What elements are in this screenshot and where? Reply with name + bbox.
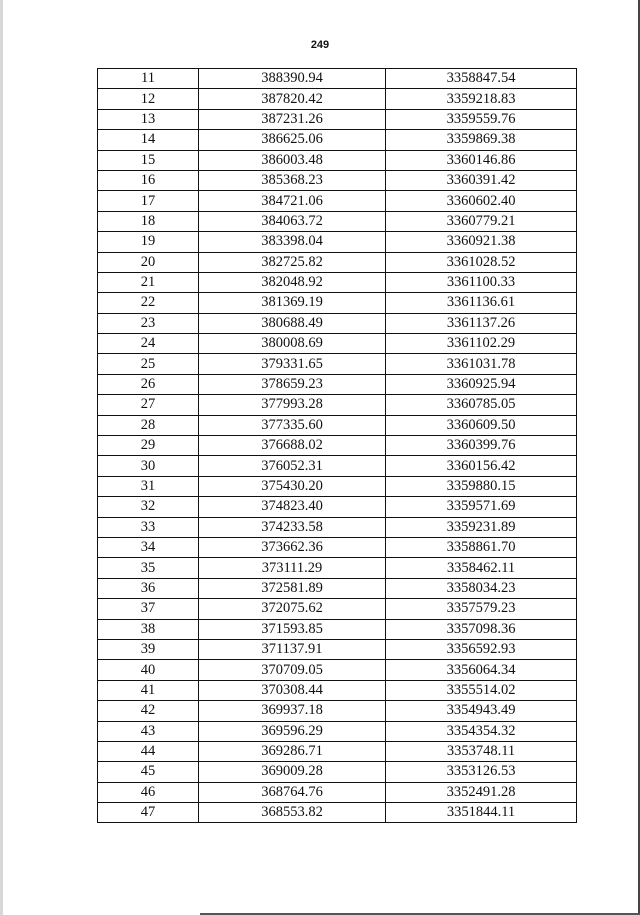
point-number-cell: 19 — [98, 232, 199, 252]
point-number-cell: 20 — [98, 252, 199, 272]
table-row — [98, 89, 577, 109]
point-number-cell: 42 — [98, 701, 199, 721]
y-coordinate-cell: 3360156.42 — [386, 456, 577, 476]
point-number-cell: 22 — [98, 293, 199, 313]
y-coordinate-cell: 3360779.21 — [386, 211, 577, 231]
point-number-cell: 17 — [98, 191, 199, 211]
point-number-cell: 40 — [98, 660, 199, 680]
table-row — [98, 252, 577, 272]
x-coordinate-cell: 380688.49 — [199, 313, 386, 333]
table-row — [98, 109, 577, 129]
y-coordinate-cell: 3361102.29 — [386, 334, 577, 354]
y-coordinate-cell: 3354354.32 — [386, 721, 577, 741]
y-coordinate-cell: 3358847.54 — [386, 69, 577, 89]
point-number-cell: 15 — [98, 150, 199, 170]
table-row — [98, 721, 577, 741]
table-row — [98, 436, 577, 456]
table-row — [98, 130, 577, 150]
x-coordinate-cell: 377335.60 — [199, 415, 386, 435]
y-coordinate-cell: 3359869.38 — [386, 130, 577, 150]
point-number-cell: 16 — [98, 170, 199, 190]
x-coordinate-cell: 382048.92 — [199, 272, 386, 292]
y-coordinate-cell: 3360602.40 — [386, 191, 577, 211]
x-coordinate-cell: 382725.82 — [199, 252, 386, 272]
y-coordinate-cell: 3357098.36 — [386, 619, 577, 639]
table-row — [98, 680, 577, 700]
x-coordinate-cell: 380008.69 — [199, 334, 386, 354]
point-number-cell: 14 — [98, 130, 199, 150]
x-coordinate-cell: 387231.26 — [199, 109, 386, 129]
y-coordinate-cell: 3352491.28 — [386, 782, 577, 802]
point-number-cell: 30 — [98, 456, 199, 476]
x-coordinate-cell: 383398.04 — [199, 232, 386, 252]
y-coordinate-cell: 3360391.42 — [386, 170, 577, 190]
table-row — [98, 599, 577, 619]
x-coordinate-cell: 384063.72 — [199, 211, 386, 231]
y-coordinate-cell: 3360921.38 — [386, 232, 577, 252]
x-coordinate-cell: 369286.71 — [199, 741, 386, 761]
x-coordinate-cell: 378659.23 — [199, 374, 386, 394]
point-number-cell: 13 — [98, 109, 199, 129]
x-coordinate-cell: 376052.31 — [199, 456, 386, 476]
table-row — [98, 660, 577, 680]
point-number-cell: 43 — [98, 721, 199, 741]
point-number-cell: 37 — [98, 599, 199, 619]
x-coordinate-cell: 379331.65 — [199, 354, 386, 374]
point-number-cell: 26 — [98, 374, 199, 394]
y-coordinate-cell: 3351844.11 — [386, 803, 577, 823]
point-number-cell: 47 — [98, 803, 199, 823]
table-row — [98, 313, 577, 333]
table-row — [98, 701, 577, 721]
x-coordinate-cell: 385368.23 — [199, 170, 386, 190]
point-number-cell: 34 — [98, 537, 199, 557]
table-row — [98, 803, 577, 823]
y-coordinate-cell: 3359231.89 — [386, 517, 577, 537]
y-coordinate-cell: 3359559.76 — [386, 109, 577, 129]
x-coordinate-cell: 386625.06 — [199, 130, 386, 150]
x-coordinate-cell: 375430.20 — [199, 476, 386, 496]
point-number-cell: 45 — [98, 762, 199, 782]
y-coordinate-cell: 3360609.50 — [386, 415, 577, 435]
table-row — [98, 69, 577, 89]
point-number-cell: 18 — [98, 211, 199, 231]
x-coordinate-cell: 377993.28 — [199, 395, 386, 415]
table-row — [98, 374, 577, 394]
x-coordinate-cell: 368764.76 — [199, 782, 386, 802]
page-number: 249 — [310, 39, 330, 51]
table-row — [98, 354, 577, 374]
y-coordinate-cell: 3359880.15 — [386, 476, 577, 496]
y-coordinate-cell: 3358034.23 — [386, 578, 577, 598]
point-number-cell: 33 — [98, 517, 199, 537]
table-row — [98, 619, 577, 639]
x-coordinate-cell: 374823.40 — [199, 497, 386, 517]
table-row — [98, 558, 577, 578]
table-row — [98, 639, 577, 659]
x-coordinate-cell: 376688.02 — [199, 436, 386, 456]
table-row — [98, 395, 577, 415]
scan-edge-left — [0, 0, 3, 915]
x-coordinate-cell: 384721.06 — [199, 191, 386, 211]
point-number-cell: 38 — [98, 619, 199, 639]
x-coordinate-cell: 387820.42 — [199, 89, 386, 109]
table-row — [98, 232, 577, 252]
x-coordinate-cell: 369596.29 — [199, 721, 386, 741]
y-coordinate-cell: 3359218.83 — [386, 89, 577, 109]
point-number-cell: 32 — [98, 497, 199, 517]
x-coordinate-cell: 388390.94 — [199, 69, 386, 89]
x-coordinate-cell: 371137.91 — [199, 639, 386, 659]
point-number-cell: 29 — [98, 436, 199, 456]
y-coordinate-cell: 3356064.34 — [386, 660, 577, 680]
point-number-cell: 11 — [98, 69, 199, 89]
table-row — [98, 578, 577, 598]
y-coordinate-cell: 3353126.53 — [386, 762, 577, 782]
coordinates-table-body — [98, 69, 577, 823]
y-coordinate-cell: 3360146.86 — [386, 150, 577, 170]
point-number-cell: 44 — [98, 741, 199, 761]
table-row — [98, 191, 577, 211]
x-coordinate-cell: 373662.36 — [199, 537, 386, 557]
table-row — [98, 170, 577, 190]
point-number-cell: 31 — [98, 476, 199, 496]
point-number-cell: 21 — [98, 272, 199, 292]
y-coordinate-cell: 3361028.52 — [386, 252, 577, 272]
point-number-cell: 35 — [98, 558, 199, 578]
table-row — [98, 415, 577, 435]
y-coordinate-cell: 3361137.26 — [386, 313, 577, 333]
table-row — [98, 537, 577, 557]
x-coordinate-cell: 369009.28 — [199, 762, 386, 782]
y-coordinate-cell: 3358462.11 — [386, 558, 577, 578]
point-number-cell: 46 — [98, 782, 199, 802]
x-coordinate-cell: 374233.58 — [199, 517, 386, 537]
x-coordinate-cell: 371593.85 — [199, 619, 386, 639]
table-row — [98, 293, 577, 313]
y-coordinate-cell: 3360925.94 — [386, 374, 577, 394]
point-number-cell: 12 — [98, 89, 199, 109]
coordinates-table — [97, 68, 577, 823]
y-coordinate-cell: 3361031.78 — [386, 354, 577, 374]
table-row — [98, 211, 577, 231]
y-coordinate-cell: 3361136.61 — [386, 293, 577, 313]
x-coordinate-cell: 373111.29 — [199, 558, 386, 578]
table-row — [98, 334, 577, 354]
point-number-cell: 39 — [98, 639, 199, 659]
point-number-cell: 41 — [98, 680, 199, 700]
x-coordinate-cell: 372075.62 — [199, 599, 386, 619]
table-row — [98, 517, 577, 537]
y-coordinate-cell: 3361100.33 — [386, 272, 577, 292]
y-coordinate-cell: 3353748.11 — [386, 741, 577, 761]
x-coordinate-cell: 370308.44 — [199, 680, 386, 700]
table-row — [98, 456, 577, 476]
y-coordinate-cell: 3359571.69 — [386, 497, 577, 517]
table-row — [98, 782, 577, 802]
x-coordinate-cell: 386003.48 — [199, 150, 386, 170]
y-coordinate-cell: 3356592.93 — [386, 639, 577, 659]
point-number-cell: 36 — [98, 578, 199, 598]
point-number-cell: 28 — [98, 415, 199, 435]
y-coordinate-cell: 3354943.49 — [386, 701, 577, 721]
y-coordinate-cell: 3360399.76 — [386, 436, 577, 456]
table-row — [98, 741, 577, 761]
y-coordinate-cell: 3358861.70 — [386, 537, 577, 557]
table-row — [98, 272, 577, 292]
y-coordinate-cell: 3357579.23 — [386, 599, 577, 619]
x-coordinate-cell: 381369.19 — [199, 293, 386, 313]
x-coordinate-cell: 370709.05 — [199, 660, 386, 680]
table-row — [98, 150, 577, 170]
table-row — [98, 497, 577, 517]
point-number-cell: 25 — [98, 354, 199, 374]
x-coordinate-cell: 368553.82 — [199, 803, 386, 823]
table-row — [98, 762, 577, 782]
point-number-cell: 24 — [98, 334, 199, 354]
y-coordinate-cell: 3355514.02 — [386, 680, 577, 700]
y-coordinate-cell: 3360785.05 — [386, 395, 577, 415]
x-coordinate-cell: 369937.18 — [199, 701, 386, 721]
table-row — [98, 476, 577, 496]
x-coordinate-cell: 372581.89 — [199, 578, 386, 598]
point-number-cell: 23 — [98, 313, 199, 333]
point-number-cell: 27 — [98, 395, 199, 415]
